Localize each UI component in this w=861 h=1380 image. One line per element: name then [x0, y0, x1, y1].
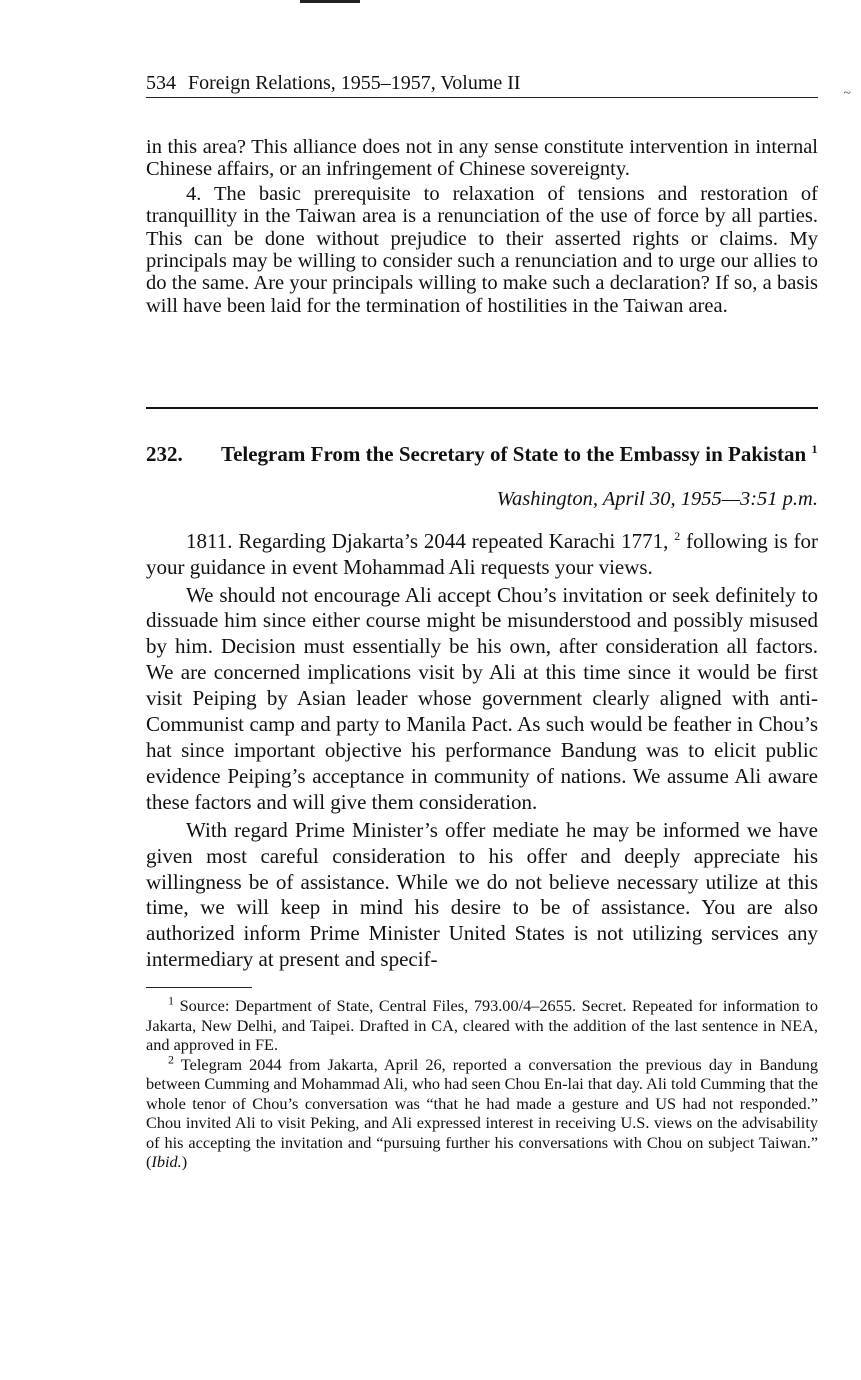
prev-paragraph-1: in this area? This alliance does not in any sense constitute intervention in internal Chinese affairs, or an infringement of Chinese sovereignty.	[146, 136, 818, 181]
running-head	[146, 72, 818, 98]
body-paragraph-1-text: 1811. Regarding Djakarta’s 2044 repeated Karachi 1771,	[186, 528, 669, 553]
document-heading	[146, 442, 818, 467]
footnote-2-number: 2	[168, 1052, 174, 1067]
footnote-ref-1[interactable]: 1	[811, 442, 818, 457]
footnote-1	[146, 993, 818, 1055]
body-paragraph-3: With regard Prime Minister’s offer mediate he may be informed we have given most careful consideration to his offer and deeply appreciate his willingness be of assistance. While we do not believe necessary utilize at this time, we will keep in mind his desire to be of assistance. You are also authorized inform Prime Minister United States is not utilizing services any intermediary at present and specif-	[146, 817, 818, 972]
page-number: 534	[146, 72, 176, 94]
ibid-citation: Ibid.	[151, 1152, 182, 1172]
volume-title: Foreign Relations, 1955–1957, Volume II	[188, 72, 521, 94]
section-divider	[146, 407, 818, 409]
footnote-2	[146, 1052, 818, 1172]
body-paragraph-2: We should not encourage Ali accept Chou’s invitation or seek definitely to dissuade him since either course might be misunderstood and possibly misused by him. Decision must essentially be his own, after consideration all factors. We are concerned implications visit by Ali at this time since it would be first visit Peiping by Asian leader whose government clearly aligned with anti-Communist camp and party to Manila Pact. As such would be feather in Chou’s hat since important objective his performance Bandung was to elicit public evidence Peiping’s acceptance in community of nations. We assume Ali aware these factors and will give them consideration.	[146, 582, 818, 814]
prev-paragraph-2: 4. The basic prerequisite to relaxation of tensions and restoration of tranquillity in the Taiwan area is a renunciation of the use of force by all parties. This can be done without prejudice to their asserted rights or claims. My principals may be willing to consider such a renunciation and to urge our allies to do the same. Are your principals willing to make such a declaration? If so, a basis will have been laid for the termination of hostilities in the Taiwan area.	[146, 182, 818, 317]
footnote-ref-2[interactable]: 2	[674, 528, 681, 543]
document-page	[146, 72, 818, 1172]
document-title	[221, 442, 817, 467]
footnote-rule	[146, 987, 252, 988]
dateline: Washington, April 30, 1955—3:51 p.m.	[496, 487, 818, 510]
body-paragraph-1-text-cont: following is for your guidance in event Mohammad Ali requests your views.	[146, 528, 819, 579]
document-number: 232.	[146, 442, 183, 467]
footnote-2-text: Telegram 2044 from Jakarta, April 26, reported a conversation the previous day in Bandung between Cumming and Mohammad Ali, who had seen Chou En-lai that day. Ali told Cumming that the whole tenor of Chou’s conversation was “that he had made a gesture and US had not responded.” Chou invited Ali to visit Peking, and Ali expressed interest in receiving U.S. views on the advisability of his accepting the invitation and “pursuing further his conversations with Chou on subject Taiwan.” (	[146, 1054, 818, 1172]
footnotes	[146, 993, 818, 1172]
document-title-text: Telegram From the Secretary of State to the Embassy in Pakistan	[221, 442, 807, 467]
body-paragraph-1	[146, 529, 818, 581]
footnote-1-number: 1	[168, 993, 174, 1008]
previous-document-text	[146, 136, 818, 317]
telegram-body	[146, 529, 818, 973]
scan-top-mark	[300, 0, 360, 3]
corner-mark: ~	[843, 86, 851, 101]
footnote-2-end: )	[181, 1152, 188, 1172]
footnote-1-text: Source: Department of State, Central Files, 793.00/4–2655. Secret. Repeated for information to Jakarta, New Delhi, and Taipei. Drafted in CA, cleared with the addition of the last sentence in NEA, and approved in FE.	[146, 996, 818, 1055]
